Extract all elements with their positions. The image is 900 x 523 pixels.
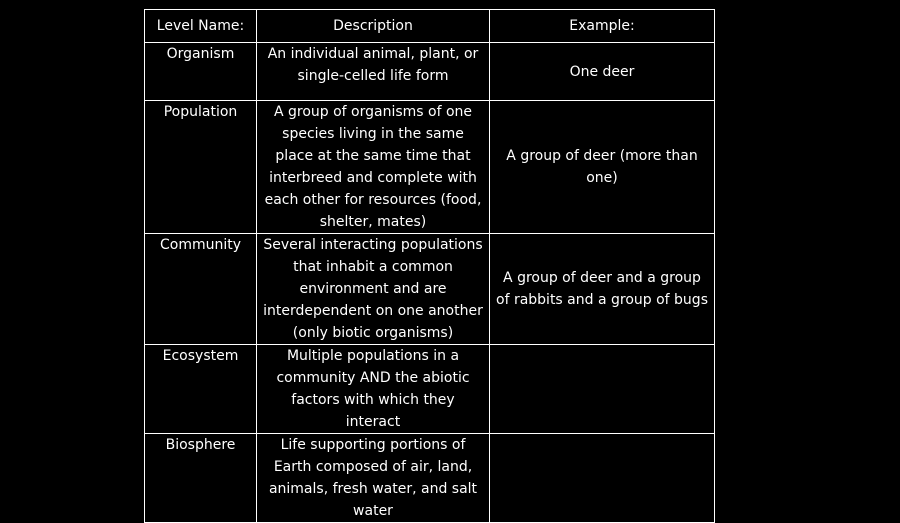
- header-level-name: Level Name:: [145, 10, 257, 43]
- example-cell: One deer: [490, 43, 715, 101]
- level-name-cell: Biosphere: [145, 434, 257, 523]
- table-row-community: [145, 234, 715, 345]
- description-cell: A group of organisms of one species living in the same place at the same time that interbreed and complete with each other for resources (food, shelter, mates): [257, 101, 490, 234]
- example-cell: [490, 434, 715, 523]
- header-description: Description: [257, 10, 490, 43]
- example-cell: A group of deer (more than one): [490, 101, 715, 234]
- level-name-cell: Population: [145, 101, 257, 234]
- description-cell: Life supporting portions of Earth composed of air, land, animals, fresh water, and salt water: [257, 434, 490, 523]
- levels-of-organization-table: [144, 9, 715, 523]
- example-cell: A group of deer and a group of rabbits and a group of bugs: [490, 234, 715, 345]
- header-example: Example:: [490, 10, 715, 43]
- example-cell: [490, 345, 715, 434]
- table-row-organism: [145, 43, 715, 101]
- header-row: [145, 10, 715, 43]
- table-row-biosphere: [145, 434, 715, 523]
- level-name-cell: Ecosystem: [145, 345, 257, 434]
- description-cell: Multiple populations in a community AND the abiotic factors with which they interact: [257, 345, 490, 434]
- description-cell: Several interacting populations that inhabit a common environment and are interdependent on one another (only biotic organisms): [257, 234, 490, 345]
- description-cell: An individual animal, plant, or single-celled life form: [257, 43, 490, 101]
- table-row-ecosystem: [145, 345, 715, 434]
- level-name-cell: Community: [145, 234, 257, 345]
- table-row-population: [145, 101, 715, 234]
- level-name-cell: Organism: [145, 43, 257, 101]
